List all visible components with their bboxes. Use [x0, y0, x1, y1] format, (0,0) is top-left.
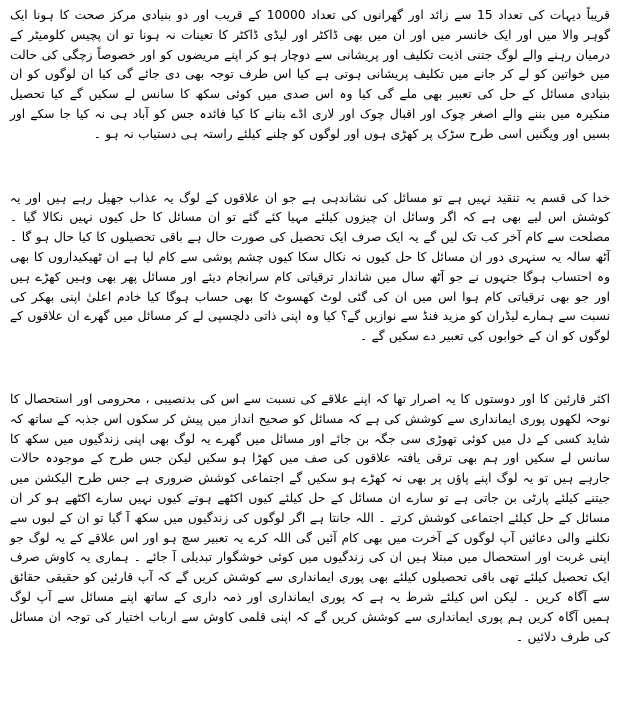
article-paragraph-1: قریباً دیہات کی تعداد 15 سے زائد اور گھرانوں کی تعداد 10000 کے قریب اور دو بنیادی مرکز صحت کا ہونا ایک گوہر والا میں اور ایک خانسر میں اور ان میں بھی ڈاکٹر اور لیڈی ڈاکٹر کا تعینات نہ ہونا تو ان پچیس کلومیٹر کے درمیان رہنے والے لوگ جتنی اذیت تکلیف اور پریشانی سے دوچار ہو کر اپنے مریضوں کو اور خصوصاً زچگی کی حالت میں خواتین کو لے کر جانے میں تکلیف پریشانی ہوتی ہے کیا اس طرف توجہ بھی دی جائے گی کیا ان لوگوں کو ان بنیادی مسائل کے حل کی تعبیر بھی ملے گی کیا وہ اس صدی میں کوئی سکھ کا سانس لے سکیں گے کیا تحصیل منکیرہ میں بننے والے اصغر چوک اور اقبال چوک اور لاری اڈے بنانے کا کیا فائدہ جس کو آباد ہی نہ کیا جا سکے اور بسیں اور ویگنیں اسی طرح سڑک پر کھڑی ہوں اور لوگوں کو چلنے کیلئے راستہ ہی دستیاب نہ ہو ۔	[10, 8, 611, 141]
article-paragraph-3: اکثر قارئین کا اور دوستوں کا یہ اصرار تھا کہ اپنے علاقے کی نسبت سے اس کی بدنصیبی ، محرومی اور استحصال کا نوحہ لکھوں پوری ایمانداری سے کوشش کی ہے کہ مسائل کو صحیح انداز میں پیش کر سکوں اس جذبہ کے ساتھ کہ شاید کسی کے دل میں کوئی تھوڑی سی جگہ بن جائے اور مسائل میں گھرے یہ لوگ بھی اپنی زندگیوں میں سکھ کا سانس لے سکیں اور ہم بھی ترقی یافتہ علاقوں کی صف میں کھڑا ہو سکیں لیکن جس طرح کے موجودہ حالات جارہے ہیں تو یہ لوگ اپنے پاؤں پر بھی نہ کھڑے ہو سکیں گے اجتماعی کوشش ضروری ہے جس طرح الیکشن میں جیتنے کیلئے پارٹی بن جاتی ہے تو سارے ان مسائل کے حل کیلئے کیوں اکٹھے ہوتے کیوں نہیں سارے اکٹھے ہو کر ان مسائل کے حل کیلئے اجتماعی کوشش کرتے ۔ اللہ جانتا ہے اگر لوگوں کی زندگیوں میں سکھ آ گیا تو ان کے لبوں سے نکلنے والی دعائیں آپ لوگوں کے آخرت میں بھی کام آئیں گی اللہ کرے یہ تعبیر سچ ہو اور اس علاقے کے یہ لوگ جو اپنی غربت اور استحصال میں مبتلا ہیں ان کی زندگیوں میں کوئی خوشگوار تبدیلی آ جائے ۔ ہماری یہ کاوش صرف ایک تحصیل کیلئے تھی باقی تحصیلوں کیلئے بھی پوری ایمانداری سے کوشش کریں گے کہ آپ قارئین کو حقیقی حقائق سے آگاہ کریں ۔ لیکن اس کیلئے شرط یہ ہے کہ پوری ایمانداری اور ذمہ داری کے ساتھ اپنے مسائل سے آپ لوگ ہمیں آگاہ کریں ہم پوری ایمانداری سے کوشش کریں گے کہ اپنی قلمی کاوش سے ارباب اختیار کی توجہ ان مسائل کی طرف دلائیں ۔	[10, 391, 610, 644]
article-paragraph-2: خدا کی قسم یہ تنقید نہیں ہے تو مسائل کی نشاندہی ہے جو ان علاقوں کے لوگ یہ عذاب جھیل رہے ہیں اور یہ کوشش اس لیے بھی ہے کہ اگر وسائل ان چیزوں کیلئے مہیا کئے گئے تو ان مسائل کا حل کیوں نہیں نکالا گیا ۔ مصلحت سے کام آخر کب تک لیں گے یہ ایک صرف ایک تحصیل کی صورت حال ہے باقی تحصیلوں کا کیا حال ہو گا ۔ آٹھ سالہ یہ سنہری دور ان مسائل کا حل کیوں نہ نکال سکا کیوں چشم پوشی سے کام لیا ہے ان ٹھیکیداروں کا بھی وہ احتساب ہوگا جنہوں نے جو آٹھ سال میں شاندار ترقیاتی کام سرانجام دیئے اور مسائل پھر بھی وہیں کھڑے ہیں اور جو بھی ترقیاتی کام ہوا اس میں ان کی گئی لوٹ کھسوٹ کا بھی حساب ہوگا کیا خادم اعلیٰ اپنی بھکر کی نسبت سے ہمارے لیڈران کو مزید فنڈ سے نوازیں گے؟ کیا وہ اپنی ذاتی دلچسپی لے کر مسائل میں گھرے ان علاقوں کے لوگوں کو ان کے خوابوں کی تعبیر دے سکیں گے ۔	[10, 190, 610, 344]
